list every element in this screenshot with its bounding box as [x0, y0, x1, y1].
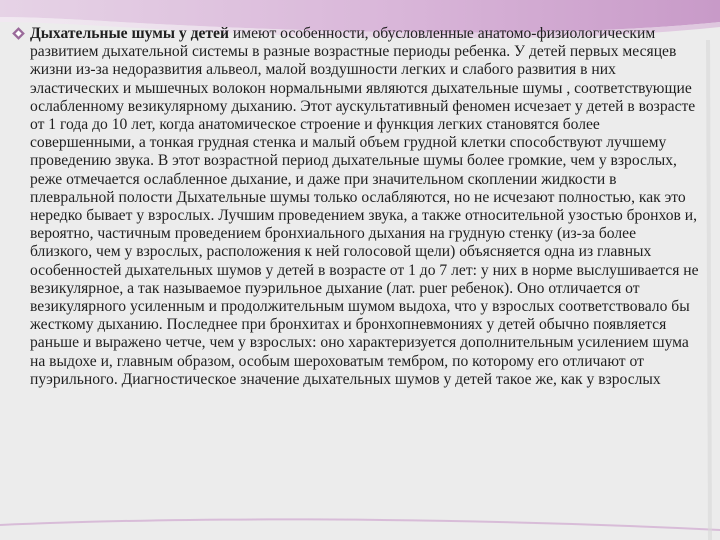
bullet-icon [12, 27, 26, 41]
right-edge-shape [706, 40, 712, 540]
paragraph-body: имеют особенности, обусловленные анатомо-физиологическим развитием дыхательной системы в разные возрастные периоды ребенка. У детей первых месяцев жизни из-за недоразвития альвеол, малой воздушности легких и слабого развития в них эластических и мышечных волокон нормальными являются дыхательные шумы , соответствующие ослабленному везикулярному дыханию. Этот аускультативный феномен исчезает у детей в возрасте от 1 года до 10 лет, когда анатомическое строение и функция легких становятся более совершенными, а тонкая грудная стенка и малый объем грудной клетки способствуют лучшему проведению звука. В этот возрастной период дыхательные шумы более громкие, чем у взрослых, реже отмечается ослабленное дыхание, и даже при значительном скоплении жидкости в плевральной полости Дыхательные шумы только ослабляются, но не исчезают полностью, как это нередко бывает у взрослых. Лучшим проведением звука, а также относительной узостью бронхов и, вероятно, частичным проведением бронхиального дыхания на грудную стенку (из-за более близкого, чем у взрослых, расположения к ней голосовой щели) объясняется одна из главных особенностей дыхательных шумов у детей в возрасте от 1 до 7 лет: у них в норме выслушивается не везикулярное, а так называемое пуэрильное дыхание (лат. puer ребенок). Оно отличается от везикулярного усиленным и продолжительным шумом выдоха, что у взрослых соответствовало бы жесткому дыханию. Последнее при бронхитах и бронхопневмониях у детей обычно появляется раньше и выражено четче, чем у взрослых: оно характеризуется дополнительным усилением шума на выдохе и, главным образом, особым шероховатым тембром, по которому его отличают от пуэрильного. Диагностическое значение дыхательных шумов у детей такое же, как у взрослых [30, 25, 699, 388]
bullet-paragraph [12, 25, 702, 389]
bottom-line-shape [0, 518, 720, 531]
content-area [12, 25, 702, 389]
paragraph-lead: Дыхательные шумы у детей [30, 25, 229, 42]
paragraph-text [30, 25, 702, 389]
